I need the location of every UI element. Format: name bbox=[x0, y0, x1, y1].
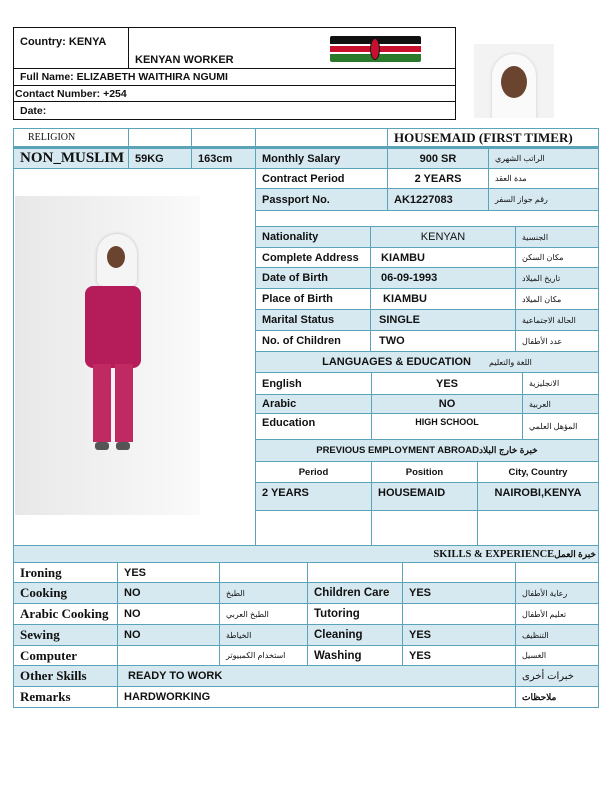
employment-col-period: Period bbox=[255, 461, 372, 483]
skill-label: Children Care bbox=[307, 582, 403, 604]
employment-col-position: Position bbox=[371, 461, 478, 483]
empty-cell bbox=[255, 510, 372, 546]
skill-ar bbox=[219, 562, 308, 583]
country: Country: KENYA bbox=[13, 27, 129, 69]
skill-ar bbox=[515, 562, 599, 583]
skill-value bbox=[402, 562, 516, 583]
contract-value: AK1227083 bbox=[387, 188, 489, 211]
remarks-value: HARDWORKING bbox=[117, 686, 516, 708]
contract-label: Monthly Salary bbox=[255, 146, 388, 169]
empty-cell bbox=[255, 128, 388, 147]
personal-ar: عدد الأطفال bbox=[515, 330, 599, 352]
skill-value bbox=[117, 645, 220, 666]
employment-city: NAIROBI,KENYA bbox=[477, 482, 599, 511]
skill-value: NO bbox=[117, 624, 220, 646]
contract-label: Contract Period bbox=[255, 168, 388, 189]
employment-period: 2 YEARS bbox=[255, 482, 372, 511]
skill-ar: الخياطة bbox=[219, 624, 308, 646]
full-body-photo bbox=[15, 196, 200, 515]
skill-ar: استخدام الكمبيوتر bbox=[219, 645, 308, 666]
personal-ar: مكان السكن bbox=[515, 247, 599, 268]
skill-label: Tutoring bbox=[307, 603, 403, 625]
language-value: YES bbox=[371, 372, 523, 395]
skill-value: YES bbox=[402, 645, 516, 666]
education-value: HIGH SCHOOL bbox=[371, 413, 523, 440]
personal-label: Nationality bbox=[255, 226, 371, 248]
date: Date: bbox=[13, 101, 456, 120]
contract-label: Passport No. bbox=[255, 188, 388, 211]
personal-value: KIAMBU bbox=[370, 247, 516, 268]
contract-value: 900 SR bbox=[387, 146, 489, 169]
remarks-label: Remarks bbox=[13, 686, 118, 708]
skill-label: Cooking bbox=[13, 582, 118, 604]
contract-ar: الراتب الشهري bbox=[488, 146, 599, 169]
personal-value: SINGLE bbox=[370, 309, 516, 331]
skill-value: YES bbox=[402, 582, 516, 604]
employment-position: HOUSEMAID bbox=[371, 482, 478, 511]
skill-ar: رعاية الأطفال bbox=[515, 582, 599, 604]
languages-header bbox=[255, 351, 599, 373]
empty-cell bbox=[371, 510, 478, 546]
portrait-photo bbox=[474, 44, 554, 118]
languages-title: LANGUAGES & EDUCATION bbox=[322, 356, 472, 368]
personal-ar: الجنسية bbox=[515, 226, 599, 248]
skill-value: YES bbox=[402, 624, 516, 646]
empty-cell bbox=[255, 210, 599, 227]
skill-ar: تعليم الأطفال bbox=[515, 603, 599, 625]
personal-label: Complete Address bbox=[255, 247, 371, 268]
personal-label: Place of Birth bbox=[255, 288, 371, 310]
skill-label: Cleaning bbox=[307, 624, 403, 646]
skill-ar: الطبخ العربي bbox=[219, 603, 308, 625]
religion-value: NON_MUSLIM bbox=[13, 146, 129, 169]
personal-label: Marital Status bbox=[255, 309, 371, 331]
personal-value: KIAMBU bbox=[370, 288, 516, 310]
skill-ar: الطبخ bbox=[219, 582, 308, 604]
empty-cell bbox=[477, 510, 599, 546]
other-skills-value: READY TO WORK bbox=[117, 665, 516, 687]
skill-label: Arabic Cooking bbox=[13, 603, 118, 625]
contract-ar: مدة العقد bbox=[488, 168, 599, 189]
contact-number: Contact Number: +254 bbox=[13, 85, 456, 102]
personal-value: KENYAN bbox=[370, 226, 516, 248]
contract-ar: رقم جواز السفر bbox=[488, 188, 599, 211]
skill-label: Computer bbox=[13, 645, 118, 666]
religion-label: RELIGION bbox=[13, 128, 129, 147]
skill-label: Washing bbox=[307, 645, 403, 666]
kenya-flag-icon bbox=[330, 36, 421, 62]
language-ar: الانجليزية bbox=[522, 372, 599, 395]
height: 163cm bbox=[191, 146, 256, 169]
skill-value bbox=[402, 603, 516, 625]
other-skills-label: Other Skills bbox=[13, 665, 118, 687]
language-ar: العربية bbox=[522, 394, 599, 414]
position-title: HOUSEMAID (FIRST TIMER) bbox=[387, 128, 599, 147]
skill-value: YES bbox=[117, 562, 220, 583]
weight: 59KG bbox=[128, 146, 192, 169]
language-label: English bbox=[255, 372, 372, 395]
personal-value: 06-09-1993 bbox=[370, 267, 516, 289]
personal-value: TWO bbox=[370, 330, 516, 352]
skill-label bbox=[307, 562, 403, 583]
language-label: Arabic bbox=[255, 394, 372, 414]
skill-label: Ironing bbox=[13, 562, 118, 583]
personal-ar: مكان الميلاد bbox=[515, 288, 599, 310]
skill-ar: الغسيل bbox=[515, 645, 599, 666]
full-name: Full Name: ELIZABETH WAITHIRA NGUMI bbox=[13, 68, 456, 86]
skill-value: NO bbox=[117, 582, 220, 604]
education-ar: المؤهل العلمي bbox=[522, 413, 599, 440]
skills-header bbox=[13, 545, 599, 563]
skills-title-ar: خبرة العمل bbox=[554, 548, 596, 559]
skill-label: Sewing bbox=[13, 624, 118, 646]
skills-title: SKILLS & EXPERIENCE bbox=[433, 548, 555, 560]
personal-ar: تاريخ الميلاد bbox=[515, 267, 599, 289]
remarks-ar: ملاحظات bbox=[515, 686, 599, 708]
personal-label: No. of Children bbox=[255, 330, 371, 352]
languages-title-ar: اللغة والتعليم bbox=[489, 357, 532, 367]
empty-cell bbox=[191, 128, 256, 147]
skill-ar: التنظيف bbox=[515, 624, 599, 646]
employment-header bbox=[255, 439, 599, 462]
education-label: Education bbox=[255, 413, 372, 440]
employment-title: PREVIOUS EMPLOYMENT ABROAD bbox=[316, 445, 479, 456]
employment-title-ar: خبرة خارج البلاد bbox=[478, 445, 538, 455]
other-skills-ar: خبرات أخرى bbox=[515, 665, 599, 687]
personal-label: Date of Birth bbox=[255, 267, 371, 289]
contract-value: 2 YEARS bbox=[387, 168, 489, 189]
language-value: NO bbox=[371, 394, 523, 414]
empty-cell bbox=[128, 128, 192, 147]
worker-type: KENYAN WORKER bbox=[128, 27, 456, 69]
personal-ar: الحالة الاجتماعية bbox=[515, 309, 599, 331]
skill-value: NO bbox=[117, 603, 220, 625]
employment-col-city: City, Country bbox=[477, 461, 599, 483]
